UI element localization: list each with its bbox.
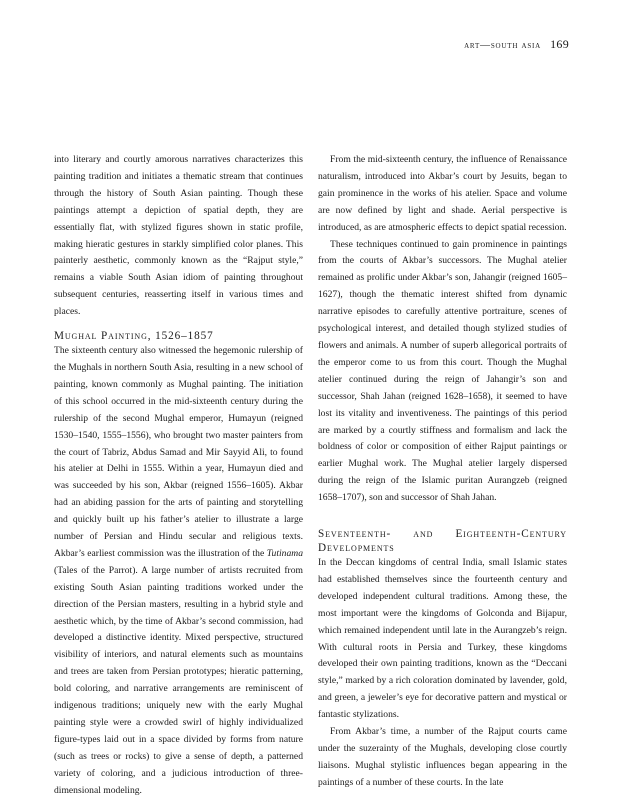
body-paragraph: [54, 343, 303, 799]
body-paragraph: In the Deccan kingdoms of central India, small Islamic states had established themselves since the fourteenth century and developed independent cultural traditions. Among these, the most important were the kingdoms of Golconda and Bijapur, which remained independent until late in the Aurangzeb’s reign. With cultural roots in Persia and Turkey, these kingdoms developed their own painting traditions, known as the “Deccani style,” marked by a rich coloration dominated by lavender, gold, and green, a jeweler’s eye for decorative pattern and mystical or fantastic stylizations.: [318, 557, 567, 721]
section-heading: Seventeenth- and Eighteenth-Century Developments: [318, 528, 567, 555]
running-head-section: art—south asia: [464, 40, 542, 51]
body-paragraph: These techniques continued to gain prominence in paintings from the courts of Akbar’s successors. The Mughal atelier remained as prolific under Akbar’s son, Jahangir (reigned 1605–1627), though the thematic interest shifted from dynamic narrative episodes to carefully attentive portraiture, scenes of psychological interest, and detailed though stylized studies of flowers and animals. A number of superb allegorical portraits of the emperor come to us from this court. Though the Mughal atelier continued during the reign of Jahangir’s son and successor, Shah Jahan (reigned 1628–1658), it seemed to have lost its vitality and inventiveness. The paintings of this period are marked by a courtly stiffness and formalism and lack the boldness of color or composition of either Rajput paintings or earlier Mughal work. The Mughal atelier largely dispersed during the reign of the Islamic puritan Aurangzeb (reigned 1658–1707), son and successor of Shah Jahan.: [318, 238, 567, 504]
body-paragraph: into literary and courtly amorous narratives characterizes this painting tradition and initiates a thematic stream that continues through the history of South Asian painting. Though these paintings attempt a depiction of spatial depth, they are essentially flat, with stylized figures shown in static profile, making hieratic gestures in starkly simplified color planes. This painterly aesthetic, commonly known as the “Rajput style,” remains a viable South Asian idiom of painting throughout subsequent centuries, reasserting itself in various times and places.: [54, 154, 303, 318]
right-column: [318, 152, 567, 792]
body-text: The sixteenth century also witnessed the hegemonic rulership of the Mughals in northern South Asia, resulting in a new school of painting, known commonly as Mughal painting. The initiation of this school occurred in the mid-sixteenth century during the rulership of the second Mughal emperor, Humayun (reigned 1530–1540, 1555–1556), who brought two master painters from the court of Tabriz, Abdus Samad and Mir Sayyid Ali, to found his atelier at Delhi in 1555. Within a year, Humayun died and was succeeded by his son, Akbar (reigned 1556–1605). Akbar had an abiding passion for the arts of painting and storytelling and quickly built up his father’s atelier to illustrate a large number of Persian and Hindu secular and religious texts. Akbar’s earliest commission was the illustration of the: [54, 345, 303, 559]
body-text: (Tales of the Parrot). A large number of artists recruited from existing South Asian painting traditions worked under the direction of the Persian masters, resulting in a hybrid style and aesthetic which, by the time of Akbar’s second commission, had developed a distinctive identity. Mixed perspective, structured visibility of interiors, and natural elements such as mountains and trees are taken from Persian prototypes; hieratic patterning, bold coloring, and narrative arrangements are reminiscent of indigenous traditions; uniquely new with the early Mughal painting style were a crowded swirl of highly individualized figure-types laid out in a space divided by forms from nature (such as trees or rocks) to give a sense of depth, a patterned variety of coloring, and a judicious introduction of three-dimensional modeling.: [54, 564, 303, 796]
body-paragraph: From the mid-sixteenth century, the influence of Renaissance naturalism, introduced into Akbar’s court by Jesuits, began to gain prominence in the works of his atelier. Space and volume are now defined by light and shade. Aerial perspective is introduced, as are atmospheric effects to depict spatial recession.: [318, 154, 567, 233]
page-number: 169: [550, 37, 569, 51]
running-head: [464, 37, 569, 52]
book-title: Tutinama: [266, 547, 303, 559]
body-paragraph: From Akbar’s time, a number of the Rajput courts came under the suzerainty of the Mughals, developing close courtly liaisons. Mughal stylistic influences began appearing in the paintings of a number of these courts. In the late: [318, 726, 567, 788]
section-heading: Mughal Painting, 1526–1857: [54, 330, 214, 343]
left-column: [54, 152, 303, 800]
